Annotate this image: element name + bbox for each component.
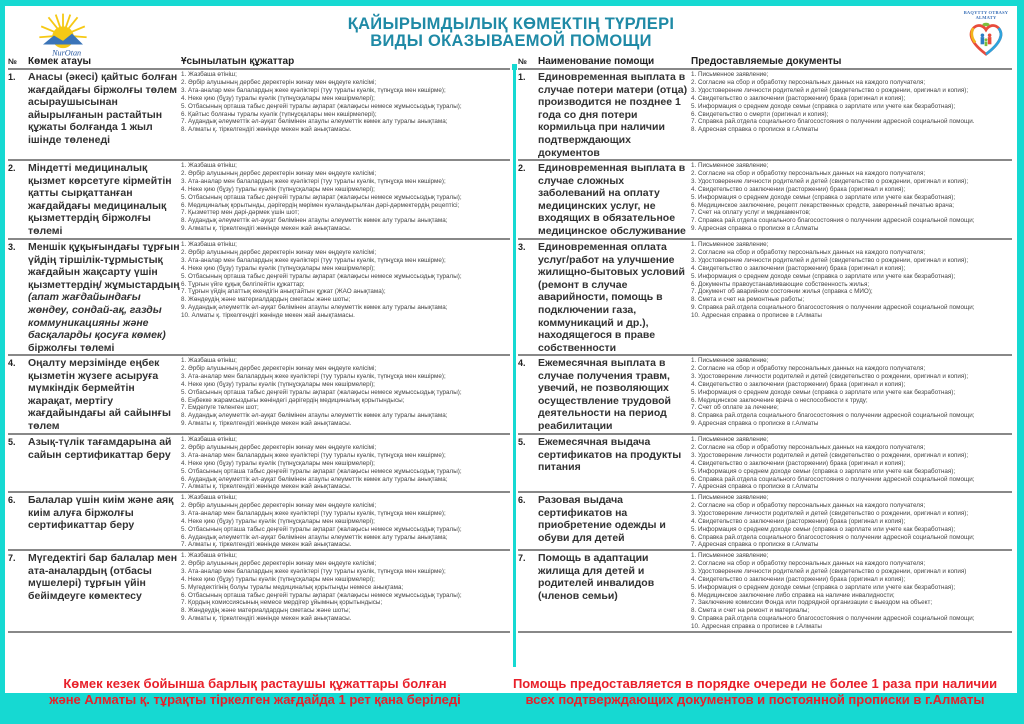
document-item: 1. Жазбаша өтініш; [181, 436, 237, 443]
document-item: 5. Информация о среднем доходе семьи (справка о зарплате или учете как безработная); [691, 102, 956, 110]
documents-list [691, 493, 1012, 549]
header-number: № [518, 57, 527, 66]
document-item: 1. Письменное заявление; [691, 162, 769, 169]
table-row [518, 240, 1012, 356]
documents-list [691, 356, 1012, 433]
aid-name-text: Анасы (әкесі) қайтыс болған жағдайдағы біржолғы төлем асыраушысынан айырылғанын растайтын құжаты болғанда 1 жыл ішінде төленеді [28, 71, 178, 146]
document-item: 7. Счет об оплате за лечение; [691, 404, 779, 412]
document-item: 6. Еңбекке жарамсыздығы жөніндегі дәрігердің медициналық қорытындысы; [181, 396, 405, 404]
row-number: 6. [518, 495, 526, 505]
kazakh-table-header [8, 56, 510, 70]
aid-name [538, 161, 691, 238]
document-item: 8. Справка рай.отдела социального благосостояния о получении адресной социальной помощи; [691, 412, 975, 420]
aid-name-text: Единовременная выплата в случае потери матери (отца) производится не позднее 1 года со дня потери кормильца при наличии подтверждающих документов [538, 71, 688, 159]
documents-list [691, 161, 1012, 238]
aid-name [538, 70, 691, 159]
document-item: 1. Письменное заявление; [691, 494, 769, 501]
document-item: 2. Әрбір алушының дербес деректерін жинау мен өңдеуге келісімі; [181, 559, 377, 567]
aid-name-text: Азық-түлік тағамдарына ай сайын сертификаттар беру [28, 436, 172, 461]
document-item: 3. Удостоверение личности родителей и детей (свидетельство о рождении, оригинал и копия); [691, 256, 969, 264]
row-number: 4. [8, 358, 16, 368]
kazakh-footer-line2: және Алматы қ. тұрақты тіркелген жағдайда 1 рет қана беріледі [49, 692, 461, 707]
document-item: 4. Неке қию (бұзу) туралы куәлік (түпнұсқалары мен көшірмелері); [181, 517, 375, 525]
row-number: 6. [8, 495, 16, 505]
title-kazakh: ҚАЙЫРЫМДЫЛЫҚ КӨМЕКТІҢ ТҮРЛЕРІ [347, 15, 675, 33]
document-item: 2. Әрбір алушының дербес деректерін жинау мен өңдеуге келісімі; [181, 248, 377, 256]
document-item: 10. Алматы қ. тіркелгендігі жөнінде мекен жай анықтамасы. [181, 312, 355, 320]
header-aid-name: Көмек атауы [28, 56, 92, 67]
aid-name [28, 435, 181, 491]
russian-footer-note [500, 676, 1010, 708]
document-item: 6. Тұрғын үйге құқық белгілейтін құжаттар; [181, 280, 305, 288]
document-item: 6. Свидетельство о смерти (оригинал и копия); [691, 110, 829, 118]
document-item: 5. Информация о среднем доходе семьи (справка о зарплате или учете как безработная); [691, 388, 956, 396]
document-item: 2. Согласие на сбор и обработку персональных данных на каждого получателя; [691, 559, 926, 567]
aid-name-italic: (апат жағдайындағы жөндеу, сондай-ақ, газды коммуникацияны және басқаларды қосуға көмек) [28, 291, 166, 342]
documents-list [691, 240, 1012, 354]
aid-name-text: Разовая выдача сертификатов на приобретение одежды и обуви для детей [538, 494, 666, 544]
kazakh-table-body [8, 70, 510, 633]
document-item: 4. Свидетельство о заключении (расторжении) брака (оригинал и копия); [691, 264, 906, 272]
document-item: 7. Қордың комиссиясының немесе мердігер ұйымның қорытындысы; [181, 599, 383, 607]
document-item: 6. Медицинское заключение врача о неспособности к труду; [691, 396, 868, 404]
document-item: 4. Неке қию (бұзу) туралы куәлік (түпнұсқалары мен көшірмелері); [181, 380, 375, 388]
header-documents: Предоставляемые документы [691, 56, 842, 67]
document-item: 7. Аудандық әлеуметтік әл-ауқат бөлімінен атаулы әлеуметтік көмек алу туралы анықтама; [181, 118, 448, 126]
document-item: 4. Свидетельство о заключении (расторжении) брака (оригинал и копия); [691, 380, 906, 388]
document-item: 2. Әрбір алушының дербес деректерін жинау мен өңдеуге келісімі; [181, 169, 377, 177]
document-item: 8. Аудандық әлеуметтік әл-ауқат бөлімінен атаулы әлеуметтік көмек алу туралы анықтама; [181, 412, 448, 420]
document-item: 3. Удостоверение личности родителей и детей (свидетельство о рождении, оригинал и копия); [691, 509, 969, 517]
row-number: 7. [8, 553, 16, 563]
aid-name [28, 493, 181, 549]
aid-name [28, 70, 181, 159]
document-item: 2. Согласие на сбор и обработку персональных данных на каждого получателя; [691, 78, 926, 86]
page-title [5, 16, 1017, 50]
document-item: 7. Алматы қ. тіркелгендігі жөнінде мекен жай анықтамасы. [181, 541, 352, 549]
russian-table-header [518, 56, 1012, 70]
document-item: 6. Аудандық әлеуметтік әл-ауқат бөлімінен атаулы әлеуметтік көмек алу туралы анықтама; [181, 475, 448, 483]
document-item: 1. Жазбаша өтініш; [181, 162, 237, 169]
document-item: 2. Согласие на сбор и обработку персональных данных на каждого получателя; [691, 169, 926, 177]
documents-list [181, 435, 510, 491]
header-number: № [8, 57, 17, 66]
document-item: 4. Неке қию (бұзу) туралы куәлік (түпнұсқалары мен көшірмелері); [181, 94, 375, 102]
document-item: 4. Свидетельство о заключении (расторжении) брака (оригинал и копия); [691, 459, 906, 467]
document-item: 8. Смета и счет на ремонт и материалы; [691, 607, 810, 615]
documents-list [691, 551, 1012, 631]
aid-name [538, 435, 691, 491]
document-item: 3. Удостоверение личности родителей и детей (свидетельство о рождении, оригинал и копия) [691, 567, 967, 575]
kazakh-footer-line1: Көмек кезек бойынша барлық растаушы құжаттары болған [63, 676, 447, 691]
document-item: 5. Информация о среднем доходе семьи (справка о зарплате или учете как безработная); [691, 193, 956, 201]
document-item: 7. Справка рай.отдела социального благосостояния о получении адресной социальной помощи; [691, 217, 975, 225]
document-item: 2. Әрбір алушының дербес деректерін жинау мен өңдеуге келісімі; [181, 443, 377, 451]
document-item: 5. Отбасының орташа табыс деңгейі туралы ақпарат (жалақысы немесе жұмыссыздық туралы); [181, 272, 462, 280]
document-item: 7. Заключение комиссии Фонда или подрядной организации с выездом на объект; [691, 599, 933, 607]
document-item: 2. Согласие на сбор и обработку персональных данных на каждого получателя; [691, 248, 926, 256]
column-divider [513, 67, 516, 667]
russian-footer-line2: всех подтверждающих документов и постоянной прописки в г.Алматы [525, 692, 985, 707]
table-row [8, 493, 510, 551]
document-item: 6. Документы правоустанавливающие собственность жилья; [691, 280, 870, 288]
document-item: 5. Отбасының орташа табыс деңгейі туралы ақпарат (жалақысы немесе жұмыссыздық туралы); [181, 102, 462, 110]
document-item: 3. Удостоверение личности родителей и детей (свидетельство о рождении, оригинал и копия); [691, 86, 969, 94]
row-number: 3. [8, 242, 16, 252]
documents-list [181, 493, 510, 549]
aid-name [538, 551, 691, 631]
document-item: 9. Алматы қ. тіркелгендігі жөнінде мекен жай анықтамасы. [181, 225, 352, 233]
aid-name-text: Оңалту мерзімінде еңбек қызметін жүзеге асыруға мүмкіндік бермейтін жарақат, мертігу жағдайындағы ай сайынғы төлем [28, 357, 171, 432]
heart-family-icon [966, 20, 1006, 56]
document-item: 6. Медициналық қорытынды, дәрігердің мөрімен куәландырылған дәрі-дәрмектердің рецептісі; [181, 201, 460, 209]
aid-name-text: Единовременная выплата в случае сложных заболеваний на оплату медицинских услуг, не входящих в обязательное медицинское обслуживание [538, 162, 686, 237]
header-documents: Ұсынылатын құжаттар [181, 56, 295, 67]
document-item: 3. Ата-аналар мен балалардың жеке куәліктері (туу туралы куәлік, түпнұсқа мен көшірме); [181, 451, 446, 459]
logo-text: NurOtan [52, 48, 82, 58]
document-item: 3. Ата-аналар мен балалардың жеке куәліктері (туу туралы куәлік, түпнұсқа мен көшірме); [181, 256, 446, 264]
document-item: 3. Удостоверение личности родителей и детей (свидетельство о рождении, оригинал и копия); [691, 372, 969, 380]
table-row [8, 435, 510, 493]
table-row [8, 70, 510, 161]
document-item: 6. Справка рай.отдела социального благосостояния о получении адресной социальной помощи; [691, 533, 975, 541]
document-item: 1. Жазбаша өтініш; [181, 357, 237, 364]
table-row [518, 356, 1012, 435]
documents-list [181, 70, 510, 159]
baqytty-otbasy-logo [957, 10, 1015, 62]
row-number: 7. [518, 553, 526, 563]
aid-name [538, 240, 691, 354]
document-item: 6. Справка рай.отдела социального благосостояния о получении адресной социальной помощи; [691, 475, 975, 483]
aid-name-text: Помощь в адаптации жилища для детей и родителей инвалидов (членов семьи) [538, 552, 655, 602]
logo-org-city: ALMATY [975, 15, 997, 20]
document-item: 1. Письменное заявление; [691, 357, 769, 364]
document-item: 5. Отбасының орташа табыс деңгейі туралы ақпарат (жалақысы немесе жұмыссыздық туралы); [181, 525, 462, 533]
document-item: 2. Әрбір алушының дербес деректерін жинау мен өңдеуге келісімі; [181, 364, 377, 372]
document-item: 5. Информация о среднем доходе семьи (справка о зарплате или учете как безработная); [691, 583, 956, 591]
document-item: 4. Неке қию (бұзу) туралы куәлік (түпнұсқалары мен көшірмелері); [181, 575, 375, 583]
document-item: 4. Свидетельство о заключении (расторжении) брака (оригинал и копия); [691, 575, 906, 583]
document-item: 8. Смета и счет на ремонтные работы; [691, 296, 805, 304]
document-item: 3. Удостоверение личности родителей и детей (свидетельство о рождении, оригинал и копия); [691, 451, 969, 459]
row-number: 1. [518, 72, 526, 82]
document-item: 4. Свидетельство о заключении (расторжении) брака (оригинал и копия); [691, 94, 906, 102]
document-item: 8. Алматы қ. тіркелгендігі жөнінде мекен жай анықтамасы. [181, 126, 352, 134]
document-item: 2. Согласие на сбор и обработку персональных данных на каждого получателя; [691, 501, 926, 509]
document-item: 4. Неке қию (бұзу) туралы куәлік (түпнұсқалары мен көшірмелері); [181, 459, 375, 467]
document-item: 5. Отбасының орташа табыс деңгейі туралы ақпарат (жалақысы немесе жұмыссыздық туралы); [181, 388, 462, 396]
aid-name-text: Балалар үшін киім және аяқ киім алуға біржолғы сертификаттар беру [28, 494, 174, 532]
document-item: 4. Свидетельство о заключении (расторжении) брака (оригинал и копия); [691, 185, 906, 193]
document-item: 6. Медицинское заключение, рецепт лекарственных средств, заверенный печатью врача; [691, 201, 955, 209]
document-item: 3. Ата-аналар мен балалардың жеке куәліктері (туу туралы куәлік, түпнұсқа мен көшірме); [181, 86, 446, 94]
row-number: 1. [8, 72, 16, 82]
document-item: 9. Адресная справка о прописке в г.Алматы [691, 420, 819, 428]
document-item: 7. Справка рай.отдела социального благосостояния о получении адресной социальной помощи. [691, 118, 975, 126]
document-item: 8. Аудандық әлеуметтік әл-ауқат бөлімінен атаулы әлеуметтік көмек алу туралы анықтама; [181, 217, 448, 225]
document-item: 9. Алматы қ. тіркелгендігі жөнінде мекен жай анықтамасы. [181, 615, 352, 623]
document-item: 9. Аудандық әлеуметтік әл-ауқат бөлімінен атаулы әлеуметтік көмек алу туралы анықтама; [181, 304, 448, 312]
table-row [518, 161, 1012, 240]
aid-name-text: Ежемесячная выплата в случае получения травм, увечий, не позволяющих осуществление трудовой деятельности на период реабилитации [538, 357, 671, 432]
row-number: 5. [8, 437, 16, 447]
logo-org-name: BAQYTTY OTBASY [963, 10, 1009, 15]
document-item: 8. Жөндеудің және материалдардың сметасы және шоты; [181, 607, 351, 615]
document-item: 1. Письменное заявление; [691, 552, 769, 559]
row-number: 2. [518, 163, 526, 173]
table-row [518, 70, 1012, 161]
document-item: 5. Отбасының орташа табыс деңгейі туралы ақпарат (жалақысы немесе жұмыссыздық туралы); [181, 467, 462, 475]
document-item: 1. Письменное заявление; [691, 71, 769, 78]
header-aid-name: Наименование помощи [538, 56, 655, 67]
document-item: 5. Информация о среднем доходе семьи (справка о зарплате или учете как безработная); [691, 272, 956, 280]
document-item: 4. Неке қию (бұзу) туралы куәлік (түпнұсқалары мен көшірмелері); [181, 185, 375, 193]
aid-name [538, 493, 691, 549]
aid-name-text: Меншік құқығындағы тұрғын үйдің тіршілік-тұрмыстық жағдайын жақсарту үшін қызметтердің/ жұмыстардың [28, 241, 180, 291]
document-item: 2. Согласие на сбор и обработку персональных данных на каждого получателя; [691, 443, 926, 451]
table-row [518, 551, 1012, 633]
document-item: 5. Информация о среднем доходе семьи (справка о зарплате или учете как безработная); [691, 467, 956, 475]
aid-name [538, 356, 691, 433]
document-item: 1. Жазбаша өтініш; [181, 71, 237, 78]
kazakh-table [8, 56, 510, 633]
document-item: 6. Қайтыс болғаны туралы куәлік (түпнұсқалары мен көшірмелері); [181, 110, 377, 118]
title-russian: ВИДЫ ОКАЗЫВАЕМОЙ ПОМОЩИ [370, 32, 652, 50]
document-item: 1. Жазбаша өтініш; [181, 494, 237, 501]
documents-list [691, 70, 1012, 159]
document-item: 1. Письменное заявление; [691, 241, 769, 248]
document-item: 1. Жазбаша өтініш; [181, 552, 237, 559]
aid-name-text: Мүгедектігі бар балалар мен ата-аналардың (отбасы мүшелері) тұрғын үйін бейімдеуге көмектесу [28, 552, 178, 602]
row-number: 5. [518, 437, 526, 447]
document-item: 6. Отбасының орташа табыс деңгейі туралы ақпарат (жалақысы немесе жұмыссыздық туралы); [181, 591, 462, 599]
document-item: 5. Информация о среднем доходе семьи (справка о зарплате или учете как безработная); [691, 525, 956, 533]
document-item: 7. Қызметтер мен дәрі-дәрмек үшін шот; [181, 209, 300, 217]
document-item: 5. Отбасының орташа табыс деңгейі туралы ақпарат (жалақысы немесе жұмыссыздық туралы); [181, 193, 462, 201]
document-item: 6. Медицинское заключение либо справка на наличие инвалидности; [691, 591, 895, 599]
table-row [518, 435, 1012, 493]
document-item: 1. Письменное заявление; [691, 436, 769, 443]
aid-name-text: Міндетті медициналық қызмет көрсетуге кірмейтін қатты сырқаттанған жағдайдағы медициналық қызметтердің біржолғы төлемі [28, 162, 172, 237]
document-item: 1. Жазбаша өтініш; [181, 241, 237, 248]
document-item: 8. Адресная справка о прописке в г.Алматы [691, 126, 819, 134]
russian-table-body [518, 70, 1012, 633]
row-number: 3. [518, 242, 526, 252]
kazakh-footer-note [20, 676, 490, 708]
document-item: 10. Адресная справка о прописке в г.Алматы [691, 623, 822, 631]
aid-name [28, 551, 181, 631]
poster-sheet [5, 6, 1017, 693]
documents-list [181, 240, 510, 354]
documents-list [181, 356, 510, 433]
row-number: 4. [518, 358, 526, 368]
document-item: 7. Емделуге төленген шот; [181, 404, 259, 412]
aid-name-text: Единовременная оплата услуг/работ на улучшение жилищно-бытовых условий (ремонт в случае аварийности, помощь в подключении газа, коммуникаций и др.), находящегося в праве собственности [538, 241, 685, 354]
document-item: 4. Свидетельство о заключении (расторжении) брака (оригинал и копия); [691, 517, 906, 525]
document-item: 9. Алматы қ. тіркелгендігі жөнінде мекен жай анықтамасы. [181, 420, 352, 428]
aid-name [28, 161, 181, 238]
document-item: 2. Әрбір алушының дербес деректерін жинау мен өңдеуге келісімі; [181, 78, 377, 86]
document-item: 7. Документ об аварийном состоянии жилья (справка с МИО); [691, 288, 873, 296]
document-item: 5. Мүгедектігінің болуы туралы медициналық қорытынды немесе анықтама; [181, 583, 404, 591]
document-item: 6. Аудандық әлеуметтік әл-ауқат бөлімінен атаулы әлеуметтік көмек алу туралы анықтама; [181, 533, 448, 541]
document-item: 4. Неке қию (бұзу) туралы куәлік (түпнұсқалары мен көшірмелері); [181, 264, 375, 272]
document-item: 3. Удостоверение личности родителей и детей (свидетельство о рождении, оригинал и копия); [691, 177, 969, 185]
table-row [8, 240, 510, 356]
document-item: 8. Жөндеудің және материалдардың сметасы және шоты; [181, 296, 351, 304]
documents-list [691, 435, 1012, 491]
table-row [518, 493, 1012, 551]
documents-list [181, 551, 510, 631]
document-item: 9. Справка рай.отдела социального благосостояния о получении адресной социальной помощи; [691, 304, 975, 312]
document-item: 2. Согласие на сбор и обработку персональных данных на каждого получателя; [691, 364, 926, 372]
table-row [8, 551, 510, 633]
document-item: 7. Адресная справка о прописке в г.Алматы [691, 483, 819, 491]
document-item: 7. Алматы қ. тіркелгендігі жөнінде мекен жай анықтамасы. [181, 483, 352, 491]
document-item: 3. Ата-аналар мен балалардың жеке куәліктері (туу туралы куәлік, түпнұсқа мен көшірме); [181, 372, 446, 380]
document-item: 3. Ата-аналар мен балалардың жеке куәліктері (туу туралы куәлік, түпнұсқа мен көшірме); [181, 509, 446, 517]
document-item: 3. Ата-аналар мен балалардың жеке куәліктері (туу туралы куәлік, түпнұсқа мен көшірме); [181, 567, 446, 575]
aid-name-text: Ежемесячная выдача сертификатов на продукты питания [538, 436, 682, 474]
table-row [8, 161, 510, 240]
document-item: 2. Әрбір алушының дербес деректерін жинау мен өңдеуге келісімі; [181, 501, 377, 509]
aid-name-tail: біржолғы төлемі [28, 341, 115, 354]
document-item: 7. Счет на оплату услуг и медикаментов; [691, 209, 811, 217]
russian-footer-line1: Помощь предоставляется в порядке очереди не более 1 раза при наличии [512, 676, 998, 691]
table-row [8, 356, 510, 435]
document-item: 7. Адресная справка о прописке в г.Алматы [691, 541, 819, 549]
document-item: 9. Адресная справка о прописке в г.Алматы [691, 225, 819, 233]
document-item: 9. Справка рай.отдела социального благосостояния о получении адресной социальной помощи; [691, 615, 975, 623]
document-item: 3. Ата-аналар мен балалардың жеке куәліктері (туу туралы куәлік, түпнұсқа мен көшірме); [181, 177, 446, 185]
russian-table [518, 56, 1012, 633]
aid-name [28, 356, 181, 433]
document-item: 10. Адресная справка о прописке в г.Алматы [691, 312, 822, 320]
document-item: 7. Тұрғын үйдің апаттық екендігін анықтайтын құжат (ЖАО анықтама); [181, 288, 386, 296]
row-number: 2. [8, 163, 16, 173]
documents-list [181, 161, 510, 238]
aid-name [28, 240, 181, 354]
